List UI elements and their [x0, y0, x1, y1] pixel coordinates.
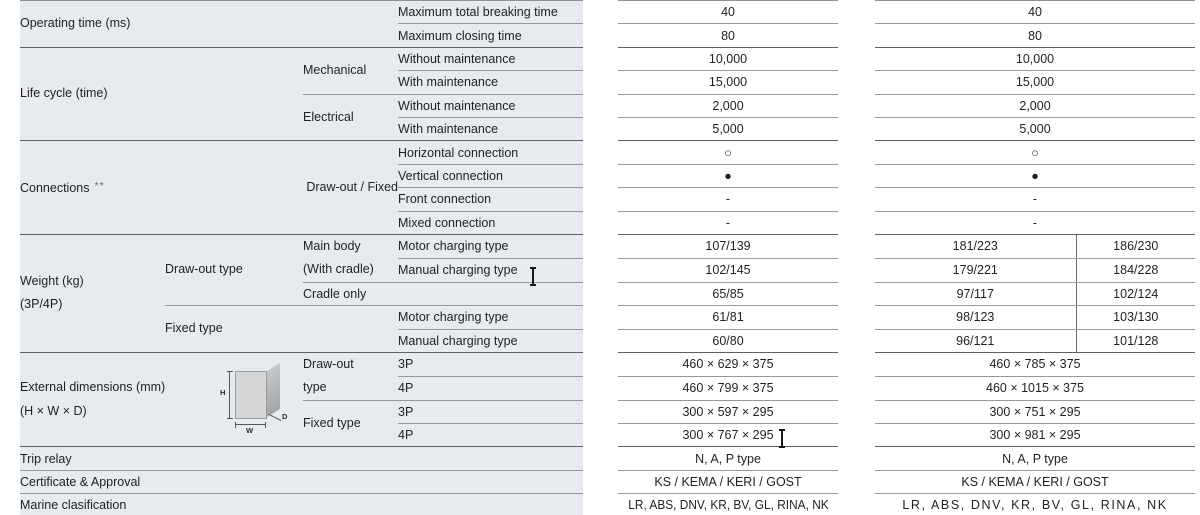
- row-label-cell: With maintenance: [398, 117, 583, 140]
- label-external-dimensions: [20, 352, 165, 447]
- value-cell: 460 × 629 × 375: [618, 352, 838, 376]
- text-cursor-icon: [777, 429, 786, 448]
- height-label: H: [220, 388, 226, 398]
- value-cell: -: [618, 211, 838, 234]
- value-cell: 2,000: [618, 94, 838, 117]
- dimension-icon-cell: [165, 352, 303, 447]
- value-cell: 5,000: [875, 117, 1195, 140]
- main-body-line1: Main body: [303, 238, 361, 253]
- value-cell: 186/230: [1076, 234, 1195, 258]
- dimension-box-icon: [165, 353, 303, 446]
- value-cell-circle: ○: [618, 141, 838, 164]
- value-cell: 102/124: [1076, 282, 1195, 305]
- value-cell: 40: [875, 1, 1195, 24]
- label-fixed-type: Fixed type: [303, 400, 398, 447]
- value-cell: 101/128: [1076, 329, 1195, 352]
- height-dimension-line: [229, 371, 230, 419]
- value-cell: 184/228: [1076, 258, 1195, 282]
- specifications-table: [20, 0, 1195, 515]
- value-cell: 80: [618, 24, 838, 47]
- value-cell-dot: ●: [875, 164, 1195, 187]
- row-label-cell: Motor charging type: [398, 234, 583, 258]
- value-cell-circle: ○: [875, 141, 1195, 164]
- main-body-line2: (With cradle): [303, 262, 374, 277]
- depth-dimension-line: [269, 414, 282, 421]
- value-cell: 300 × 767 × 295: [618, 424, 838, 447]
- row-label-cell: Mixed connection: [398, 211, 583, 234]
- value-cell: KS / KEMA / KERI / GOST: [618, 470, 838, 493]
- label-cradle-only: Cradle only: [303, 282, 583, 305]
- value-cell: N, A, P type: [618, 447, 838, 470]
- value-cell: 40: [618, 1, 838, 24]
- row-label-cell: 3P: [398, 352, 583, 376]
- value-cell: N, A, P type: [875, 447, 1195, 470]
- label-life-cycle: Life cycle (time): [20, 47, 303, 141]
- row-label-cell: Maximum total breaking time: [398, 1, 583, 24]
- label-certificate-approval: Certificate & Approval: [20, 470, 583, 493]
- ext-dim-line1: External dimensions (mm): [20, 380, 166, 395]
- value-cell: 80: [875, 24, 1195, 47]
- value-cell: 10,000: [618, 47, 838, 70]
- row-label-cell: Horizontal connection: [398, 141, 583, 164]
- value-cell: 2,000: [875, 94, 1195, 117]
- column-gap: [838, 1, 875, 515]
- label-weight: [20, 234, 165, 352]
- value-cell: 300 × 981 × 295: [875, 424, 1195, 447]
- row-label-cell: Manual charging type: [398, 258, 583, 282]
- value-cell: 181/223: [875, 234, 1076, 258]
- footnote-asterisks: **: [94, 179, 105, 192]
- label-fixed-type: Fixed type: [165, 306, 398, 353]
- value-cell: 300 × 597 × 295: [618, 400, 838, 423]
- connections-text: Connections: [20, 180, 90, 195]
- value-cell: 97/117: [875, 282, 1076, 305]
- value-cell: 98/123: [875, 306, 1076, 329]
- drawout-line2: type: [303, 380, 327, 395]
- label-electrical: Electrical: [303, 94, 398, 141]
- value-cell-dot: ●: [618, 164, 838, 187]
- value-cell: 300 × 751 × 295: [875, 400, 1195, 423]
- label-connections: [20, 141, 165, 235]
- value-cell: 61/81: [618, 306, 838, 329]
- box-side-face: [267, 363, 280, 417]
- value-cell: -: [875, 211, 1195, 234]
- box-front-face: [235, 371, 267, 419]
- drawout-line1: Draw-out: [303, 356, 354, 371]
- row-label-cell: With maintenance: [398, 71, 583, 94]
- value-cell: 460 × 785 × 375: [875, 352, 1195, 376]
- value-cell: 10,000: [875, 47, 1195, 70]
- row-label-cell: Manual charging type: [398, 329, 583, 352]
- label-marine-classification: Marine clasification: [20, 494, 583, 515]
- row-label-cell: 3P: [398, 400, 583, 423]
- value-cell: 65/85: [618, 282, 838, 305]
- width-dimension-line: [235, 424, 266, 425]
- row-label-cell: Without maintenance: [398, 94, 583, 117]
- weight-line2: (3P/4P): [20, 297, 63, 312]
- weight-line1: Weight (kg): [20, 273, 84, 288]
- text-cursor-icon: [528, 267, 537, 286]
- value-cell: -: [618, 188, 838, 211]
- label-drawout-type: Draw-out type: [165, 234, 303, 305]
- row-label-cell: Without maintenance: [398, 47, 583, 70]
- row-label-cell: Maximum closing time: [398, 24, 583, 47]
- value-cell: LR, ABS, DNV, KR, BV, GL, RINA, NK: [875, 494, 1195, 515]
- value-cell: 179/221: [875, 258, 1076, 282]
- width-label: W: [246, 426, 254, 436]
- value-cell: 5,000: [618, 117, 838, 140]
- row-label-cell: 4P: [398, 424, 583, 447]
- column-gap: [583, 1, 618, 515]
- ext-dim-line2: (H × W × D): [20, 403, 87, 418]
- value-cell: 102/145: [618, 258, 838, 282]
- row-label-cell: Motor charging type: [398, 306, 583, 329]
- row-label-cell: Front connection: [398, 188, 583, 211]
- value-cell: 15,000: [875, 71, 1195, 94]
- label-drawout-type-wrapped: [303, 352, 398, 400]
- value-cell: 60/80: [618, 329, 838, 352]
- depth-label: D: [282, 412, 288, 422]
- value-cell: 460 × 1015 × 375: [875, 376, 1195, 400]
- value-cell: 96/121: [875, 329, 1076, 352]
- row-label-cell: Vertical connection: [398, 164, 583, 187]
- value-cell: [618, 494, 838, 515]
- label-drawout-fixed: Draw-out / Fixed: [165, 141, 398, 235]
- label-main-body: [303, 234, 398, 282]
- marine-list-condensed: LR, ABS, DNV, KR, BV, GL, RINA, NK: [627, 498, 829, 513]
- label-trip-relay: Trip relay: [20, 447, 583, 470]
- value-cell: 460 × 799 × 375: [618, 376, 838, 400]
- value-cell: KS / KEMA / KERI / GOST: [875, 470, 1195, 493]
- label-mechanical: Mechanical: [303, 47, 398, 94]
- value-cell: 107/139: [618, 234, 838, 258]
- value-cell: 103/130: [1076, 306, 1195, 329]
- value-cell: -: [875, 188, 1195, 211]
- value-cell: 15,000: [618, 71, 838, 94]
- label-operating-time: Operating time (ms): [20, 1, 398, 48]
- row-label-cell: 4P: [398, 376, 583, 400]
